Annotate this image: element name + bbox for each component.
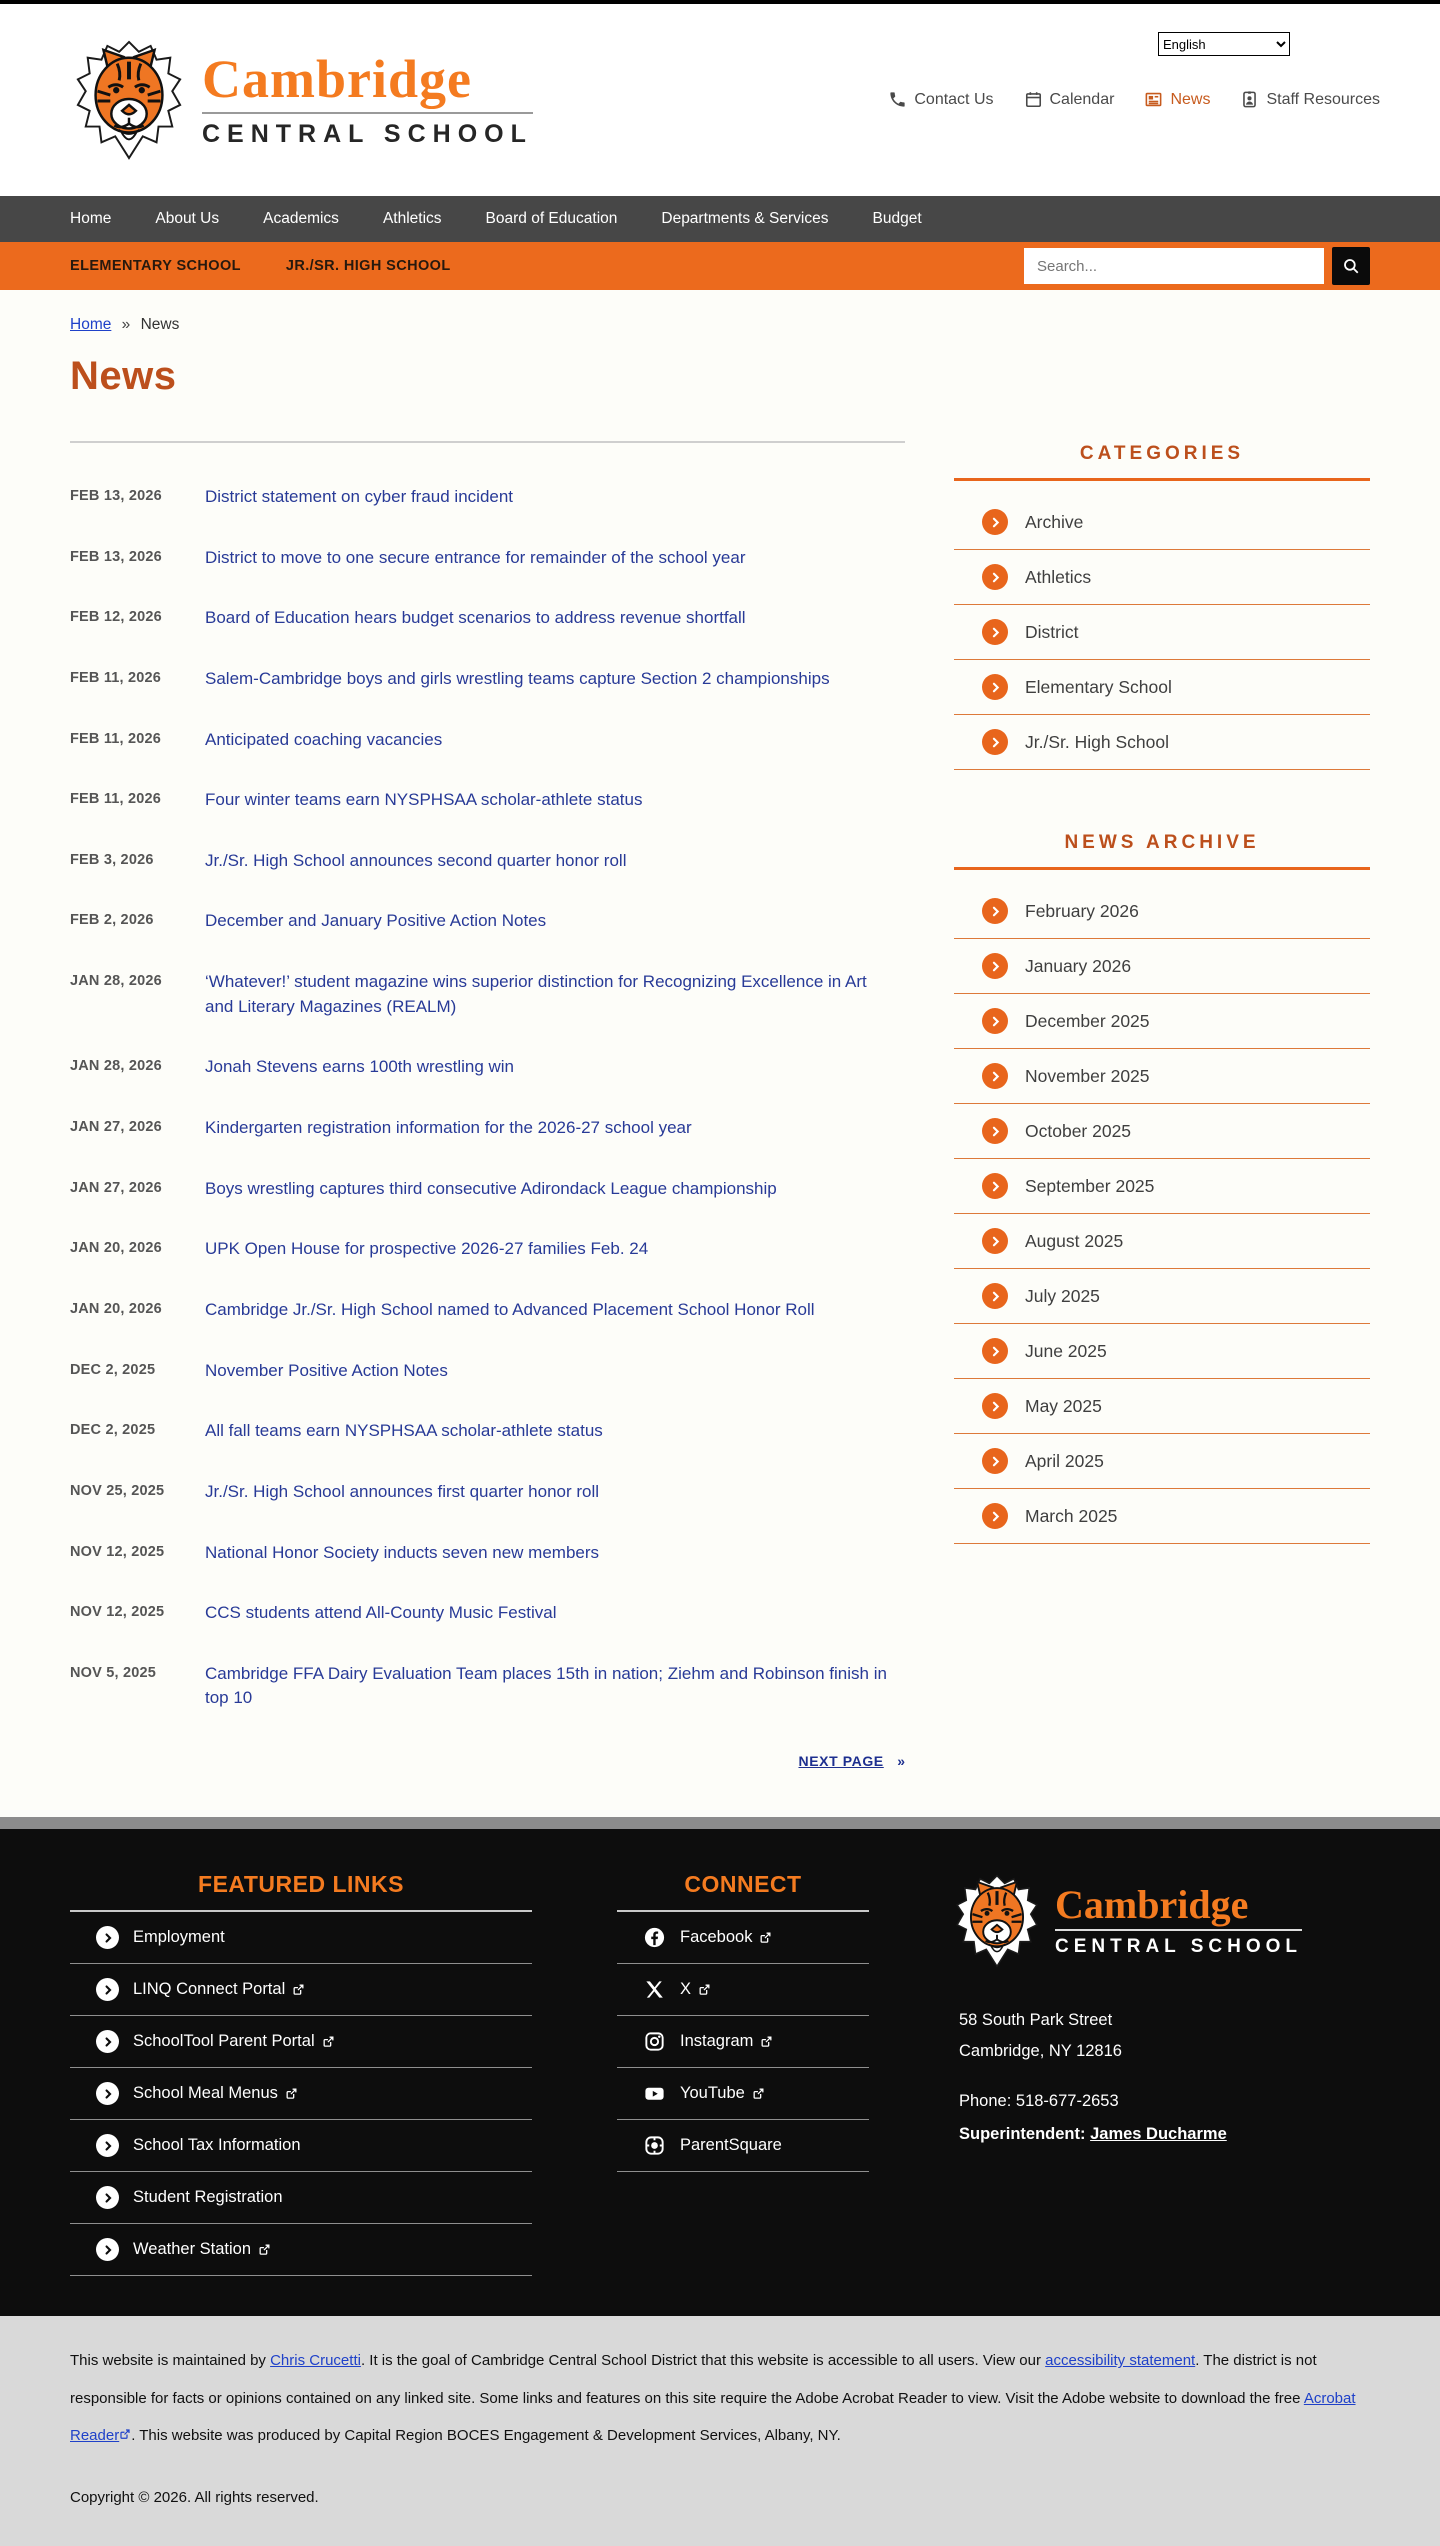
news-title xyxy=(205,667,830,692)
news-list xyxy=(70,441,905,1711)
news-title xyxy=(205,909,546,934)
archive-item[interactable] xyxy=(954,1489,1370,1544)
news-list-item xyxy=(70,1055,905,1080)
staff-resources-link[interactable]: Staff Resources xyxy=(1240,90,1380,109)
news-list-item xyxy=(70,970,905,1019)
breadcrumb xyxy=(70,290,1370,334)
news-title xyxy=(205,728,442,753)
brand-subtitle: CENTRAL SCHOOL xyxy=(202,119,533,148)
chevron-circle-icon xyxy=(982,1503,1008,1529)
news-date: DEC 2, 2025 xyxy=(70,1422,156,1439)
news-title xyxy=(205,1419,603,1444)
news-title-link[interactable]: November Positive Action Notes xyxy=(205,1360,448,1380)
archive-link[interactable]: July 2025 xyxy=(1025,1285,1100,1306)
archive-item[interactable] xyxy=(954,1104,1370,1159)
connect-list xyxy=(617,1912,869,2172)
category-link[interactable]: Elementary School xyxy=(1025,676,1172,697)
copyright-text: Copyright © 2026. All rights reserved. xyxy=(70,2488,319,2506)
breadcrumb-home-link[interactable]: Home xyxy=(70,316,112,333)
news-date: FEB 11, 2026 xyxy=(70,730,162,747)
news-title-link[interactable]: Board of Education hears budget scenarios to address revenue shortfall xyxy=(205,608,746,628)
category-item[interactable] xyxy=(954,660,1370,715)
featured-link-item[interactable] xyxy=(70,2120,532,2172)
news-date: FEB 12, 2026 xyxy=(70,609,162,626)
search-button[interactable] xyxy=(1332,247,1370,285)
facebook-icon xyxy=(643,1926,666,1949)
x-link[interactable]: X xyxy=(680,1980,711,1999)
site-footer xyxy=(0,1829,1440,2316)
category-link[interactable]: Athletics xyxy=(1025,566,1092,587)
archive-item[interactable] xyxy=(954,1049,1370,1104)
featured-link[interactable]: LINQ Connect Portal xyxy=(133,1980,305,1999)
news-date: JAN 27, 2026 xyxy=(70,1119,162,1136)
footer-logo-link[interactable] xyxy=(951,1871,1370,1971)
chevron-circle-icon xyxy=(982,898,1008,924)
instagram-link[interactable]: Instagram xyxy=(680,2032,773,2051)
facebook-link[interactable]: Facebook xyxy=(680,1928,772,1947)
news-date: FEB 13, 2026 xyxy=(70,488,162,504)
main-nav-item[interactable]: Board of Education xyxy=(485,210,618,227)
news-date: NOV 5, 2025 xyxy=(70,1664,157,1681)
youtube-icon xyxy=(643,2082,666,2105)
site-header xyxy=(0,4,1440,196)
legal-paragraph: This website is maintained by Chris Crucetti. It is the goal of Cambridge Central School District that this website is accessible to all users. View our accessibility statement. The district is not responsible for facts or opinions contained on any linked site. Some links and features on this site require the Adobe Acrobat Reader to view. Visit the Adobe website to download the free Acrobat Reader . This website was produced by Capital Region BOCES Engagement & Development Services, Albany, NY. xyxy=(70,2352,1356,2445)
tiger-logo-icon xyxy=(70,36,188,164)
news-title xyxy=(205,1480,599,1505)
chevron-circle-icon xyxy=(96,1978,119,2001)
footer-brand-subtitle: CENTRAL SCHOOL xyxy=(1055,1936,1302,1958)
school-switcher-bar xyxy=(0,242,1440,290)
featured-link[interactable]: Student Registration xyxy=(133,2188,283,2207)
archive-item[interactable] xyxy=(954,1379,1370,1434)
chevron-circle-icon xyxy=(982,1283,1008,1309)
archive-item[interactable] xyxy=(954,994,1370,1049)
news-date: JAN 27, 2026 xyxy=(70,1179,162,1196)
external-link-icon xyxy=(759,1931,772,1944)
page-title: News xyxy=(70,354,177,398)
news-title-link[interactable]: Four winter teams earn NYSPHSAA scholar-athlete status xyxy=(205,790,643,810)
chevron-circle-icon xyxy=(96,2134,119,2157)
utility-nav xyxy=(888,90,1380,109)
category-item[interactable] xyxy=(954,715,1370,770)
external-link-icon xyxy=(698,1983,711,1996)
archive-item[interactable] xyxy=(954,1324,1370,1379)
news-date: FEB 13, 2026 xyxy=(70,548,162,565)
next-page-link[interactable]: NEXT PAGE xyxy=(798,1753,884,1770)
footer-superintendent: Superintendent: James Ducharme xyxy=(959,2125,1227,2144)
parentsquare-link[interactable]: ParentSquare xyxy=(680,2136,782,2155)
archive-link[interactable]: June 2025 xyxy=(1025,1340,1107,1361)
news-title-link[interactable]: Boys wrestling captures third consecutive Adirondack League championship xyxy=(205,1178,777,1198)
featured-link-item[interactable] xyxy=(70,2016,532,2068)
breadcrumb-separator: » xyxy=(121,316,131,333)
news-title-link[interactable]: Cambridge Jr./Sr. High School named to Advanced Placement School Honor Roll xyxy=(205,1299,815,1319)
news-archive-block xyxy=(954,832,1370,1544)
footer-divider-band xyxy=(0,1817,1440,1829)
news-list-item xyxy=(70,546,905,571)
facebook-item[interactable] xyxy=(617,1912,869,1964)
news-list-item xyxy=(70,1359,905,1384)
page-content xyxy=(0,290,1440,1817)
external-link-icon xyxy=(119,2428,131,2440)
archive-item[interactable] xyxy=(954,1214,1370,1269)
news-date: FEB 2, 2026 xyxy=(70,912,154,929)
news-list-item xyxy=(70,1116,905,1141)
featured-link-item[interactable] xyxy=(70,1964,532,2016)
parentsquare-item[interactable] xyxy=(617,2120,869,2172)
featured-link-item[interactable] xyxy=(70,1912,532,1964)
news-list-item xyxy=(70,1237,905,1262)
news-title xyxy=(205,1237,648,1262)
main-nav-item[interactable]: Home xyxy=(70,210,112,227)
news-list-item xyxy=(70,849,905,874)
featured-links-column xyxy=(70,1871,532,2276)
featured-link[interactable]: School Tax Information xyxy=(133,2136,301,2155)
calendar-link[interactable]: Calendar xyxy=(1024,90,1115,109)
chevron-circle-icon xyxy=(982,1338,1008,1364)
chevron-circle-icon xyxy=(982,509,1008,535)
archive-item[interactable] xyxy=(954,1269,1370,1324)
site-logo-link[interactable] xyxy=(70,36,533,164)
featured-links-title: FEATURED LINKS xyxy=(70,1871,532,1912)
news-title xyxy=(205,1359,448,1384)
archive-link[interactable]: October 2025 xyxy=(1025,1120,1132,1141)
featured-link-item[interactable] xyxy=(70,2068,532,2120)
chevron-circle-icon xyxy=(982,1008,1008,1034)
news-date: NOV 25, 2025 xyxy=(70,1482,165,1499)
category-item[interactable] xyxy=(954,495,1370,550)
brand-divider xyxy=(202,112,533,114)
main-nav-item[interactable]: Athletics xyxy=(382,210,442,227)
sidebar xyxy=(954,399,1370,1544)
news-title-link[interactable]: District statement on cyber fraud incident xyxy=(205,487,514,506)
archive-link[interactable]: March 2025 xyxy=(1025,1505,1118,1526)
news-title xyxy=(205,1116,692,1141)
language-selector-wrap xyxy=(1158,32,1290,56)
news-title-link[interactable]: Jr./Sr. High School announces second quarter honor roll xyxy=(205,850,627,870)
archive-item[interactable] xyxy=(954,1434,1370,1489)
news-date: FEB 11, 2026 xyxy=(70,669,162,686)
featured-link[interactable]: Employment xyxy=(133,1928,225,1947)
news-link[interactable]: News xyxy=(1144,90,1210,109)
contact-us-link[interactable]: Contact Us xyxy=(888,90,993,109)
news-list-item xyxy=(70,788,905,813)
archive-link[interactable]: September 2025 xyxy=(1025,1175,1155,1196)
chevron-circle-icon xyxy=(96,2186,119,2209)
chevron-circle-icon xyxy=(982,674,1008,700)
news-list-item xyxy=(70,485,905,510)
external-link-icon xyxy=(292,1983,305,1996)
news-title xyxy=(205,788,642,813)
youtube-item[interactable] xyxy=(617,2068,869,2120)
news-date: NOV 12, 2025 xyxy=(70,1543,165,1560)
chevron-circle-icon xyxy=(982,1393,1008,1419)
news-title-link[interactable]: December and January Positive Action Notes xyxy=(205,911,547,931)
news-date: JAN 20, 2026 xyxy=(70,1240,162,1257)
news-list-item xyxy=(70,1541,905,1566)
main-nav-item[interactable]: Departments & Services xyxy=(661,210,829,227)
news-list-item xyxy=(70,728,905,753)
footer-brand-divider xyxy=(1055,1929,1302,1931)
external-link-icon xyxy=(752,2087,765,2100)
news-list-item xyxy=(70,606,905,631)
calendar-icon xyxy=(1024,90,1043,109)
footer-contact-column xyxy=(951,1871,1370,2276)
news-date: JAN 28, 2026 xyxy=(70,973,162,990)
news-title-link[interactable]: UPK Open House for prospective 2026-27 families Feb. 24 xyxy=(205,1239,649,1259)
instagram-icon xyxy=(643,2030,666,2053)
main-nav-item[interactable]: About Us xyxy=(155,210,220,227)
x-item[interactable] xyxy=(617,1964,869,2016)
newspaper-icon xyxy=(1144,90,1163,109)
news-column xyxy=(70,399,905,1781)
chevron-circle-icon xyxy=(982,1063,1008,1089)
news-date: FEB 3, 2026 xyxy=(70,851,154,868)
featured-link-item[interactable] xyxy=(70,2224,532,2276)
news-title xyxy=(205,1541,599,1566)
phone-icon xyxy=(888,90,907,109)
news-title xyxy=(205,546,745,571)
news-date: DEC 2, 2025 xyxy=(70,1361,156,1378)
news-title xyxy=(205,606,746,631)
pagination xyxy=(70,1747,905,1781)
chevron-circle-icon xyxy=(982,619,1008,645)
search-input[interactable] xyxy=(1024,248,1324,284)
news-title-link[interactable]: Salem-Cambridge boys and girls wrestling teams capture Section 2 championships xyxy=(205,668,830,688)
archive-link[interactable]: May 2025 xyxy=(1025,1395,1102,1416)
main-nav-item[interactable]: Academics xyxy=(263,210,339,227)
news-date: JAN 20, 2026 xyxy=(70,1300,162,1317)
external-link-icon xyxy=(322,2035,335,2048)
featured-link[interactable]: SchoolTool Parent Portal xyxy=(133,2032,335,2051)
archive-link[interactable]: November 2025 xyxy=(1025,1065,1150,1086)
main-navigation xyxy=(0,196,1440,242)
legal-link[interactable]: Acrobat Reader xyxy=(70,2389,1356,2445)
instagram-item[interactable] xyxy=(617,2016,869,2068)
next-page-arrow: » xyxy=(897,1753,905,1770)
chevron-circle-icon xyxy=(982,1228,1008,1254)
chevron-circle-icon xyxy=(96,2082,119,2105)
tiger-logo-icon xyxy=(951,1871,1043,1971)
category-item[interactable] xyxy=(954,605,1370,660)
news-title xyxy=(205,1177,777,1202)
phone-number: 518-677-2653 xyxy=(1015,2092,1119,2111)
breadcrumb-current: News xyxy=(140,316,180,333)
news-title-link[interactable]: All fall teams earn NYSPHSAA scholar-athlete status xyxy=(205,1421,603,1441)
legal-section xyxy=(0,2316,1440,2546)
news-list-item xyxy=(70,667,905,692)
external-link-icon xyxy=(258,2243,271,2256)
news-date: NOV 12, 2025 xyxy=(70,1604,165,1621)
category-link[interactable]: Archive xyxy=(1025,511,1084,532)
search-icon xyxy=(1342,257,1360,275)
external-link-icon xyxy=(285,2087,298,2100)
news-date: JAN 28, 2026 xyxy=(70,1058,162,1075)
archive-link[interactable]: December 2025 xyxy=(1025,1010,1150,1031)
archive-link[interactable]: January 2026 xyxy=(1025,955,1132,976)
archive-link[interactable]: February 2026 xyxy=(1025,900,1139,921)
external-link-icon xyxy=(760,2035,773,2048)
chevron-circle-icon xyxy=(96,2030,119,2053)
news-title-link[interactable]: CCS students attend All-County Music Festival xyxy=(205,1603,557,1623)
chevron-circle-icon xyxy=(982,564,1008,590)
news-list-item xyxy=(70,1419,905,1444)
category-link[interactable]: Jr./Sr. High School xyxy=(1025,731,1169,752)
chevron-circle-icon xyxy=(982,1173,1008,1199)
news-date: FEB 11, 2026 xyxy=(70,791,162,808)
chevron-circle-icon xyxy=(982,953,1008,979)
news-list-item xyxy=(70,1298,905,1323)
featured-link[interactable]: Weather Station xyxy=(133,2240,271,2259)
footer-brand-name: Cambridge xyxy=(1055,1882,1249,1928)
legal-link[interactable]: accessibility statement xyxy=(1045,2352,1196,2370)
archive-item[interactable] xyxy=(954,1159,1370,1214)
news-title-link[interactable]: Kindergarten registration information for the 2026-27 school year xyxy=(205,1118,692,1138)
category-link[interactable]: District xyxy=(1025,621,1079,642)
youtube-link[interactable]: YouTube xyxy=(680,2084,765,2103)
news-title-link[interactable]: Anticipated coaching vacancies xyxy=(205,729,443,749)
news-archive-list xyxy=(954,884,1370,1544)
elementary-school-link[interactable]: ELEMENTARY SCHOOL xyxy=(70,258,241,274)
footer-address: 58 South Park Street Cambridge, NY 12816 xyxy=(959,2011,1122,2060)
person-badge-icon xyxy=(1240,90,1259,109)
archive-item[interactable] xyxy=(954,884,1370,939)
jr-sr-high-school-link[interactable]: JR./SR. HIGH SCHOOL xyxy=(285,258,451,274)
news-title xyxy=(205,1601,556,1626)
news-list-item xyxy=(70,909,905,934)
main-nav-list xyxy=(70,210,922,228)
language-select[interactable] xyxy=(1158,32,1290,56)
news-title xyxy=(205,1055,514,1080)
news-title-link[interactable]: District to move to one secure entrance for remainder of the school year xyxy=(205,547,746,567)
news-title xyxy=(205,1298,815,1323)
featured-link[interactable]: School Meal Menus xyxy=(133,2084,298,2103)
news-title-link[interactable]: Cambridge FFA Dairy Evaluation Team places 15th in nation; Ziehm and Robinson finish in top 10 xyxy=(205,1663,887,1708)
parentsquare-icon xyxy=(643,2134,666,2157)
featured-link-item[interactable] xyxy=(70,2172,532,2224)
news-list-item xyxy=(70,1480,905,1505)
footer-phone: Phone: 518-677-2653 xyxy=(959,2092,1119,2111)
news-title xyxy=(205,485,513,510)
legal-link[interactable]: Chris Crucetti xyxy=(270,2352,361,2370)
news-title-link[interactable]: Jonah Stevens earns 100th wrestling win xyxy=(205,1057,515,1077)
superintendent-link[interactable]: James Ducharme xyxy=(1090,2125,1227,2144)
categories-title: CATEGORIES xyxy=(954,443,1370,481)
news-archive-title: NEWS ARCHIVE xyxy=(954,832,1370,870)
chevron-circle-icon xyxy=(982,1448,1008,1474)
connect-title: CONNECT xyxy=(617,1871,869,1912)
chevron-circle-icon xyxy=(982,729,1008,755)
news-title-link[interactable]: Jr./Sr. High School announces first quarter honor roll xyxy=(205,1481,600,1501)
news-title-link[interactable]: ‘Whatever!’ student magazine wins superior distinction for Recognizing Excellence in Art and Literary Magazines (REALM) xyxy=(205,972,867,1016)
news-list-item xyxy=(70,1177,905,1202)
news-title xyxy=(205,849,626,874)
chevron-circle-icon xyxy=(96,2238,119,2261)
search-form xyxy=(1024,247,1370,285)
news-title-link[interactable]: National Honor Society inducts seven new members xyxy=(205,1542,600,1562)
brand-name: Cambridge xyxy=(202,49,472,110)
categories-list xyxy=(954,495,1370,770)
archive-link[interactable]: August 2025 xyxy=(1025,1230,1124,1251)
news-list-item xyxy=(70,1601,905,1626)
archive-link[interactable]: April 2025 xyxy=(1025,1450,1104,1471)
news-list-item xyxy=(70,1662,905,1711)
archive-item[interactable] xyxy=(954,939,1370,994)
x-icon xyxy=(643,1978,666,2001)
categories-block xyxy=(954,443,1370,770)
chevron-circle-icon xyxy=(96,1926,119,1949)
news-title xyxy=(205,1662,895,1711)
featured-links-list xyxy=(70,1912,532,2276)
chevron-circle-icon xyxy=(982,1118,1008,1144)
connect-column xyxy=(617,1871,869,2276)
main-nav-item[interactable]: Budget xyxy=(872,210,922,227)
news-title xyxy=(205,970,895,1019)
category-item[interactable] xyxy=(954,550,1370,605)
